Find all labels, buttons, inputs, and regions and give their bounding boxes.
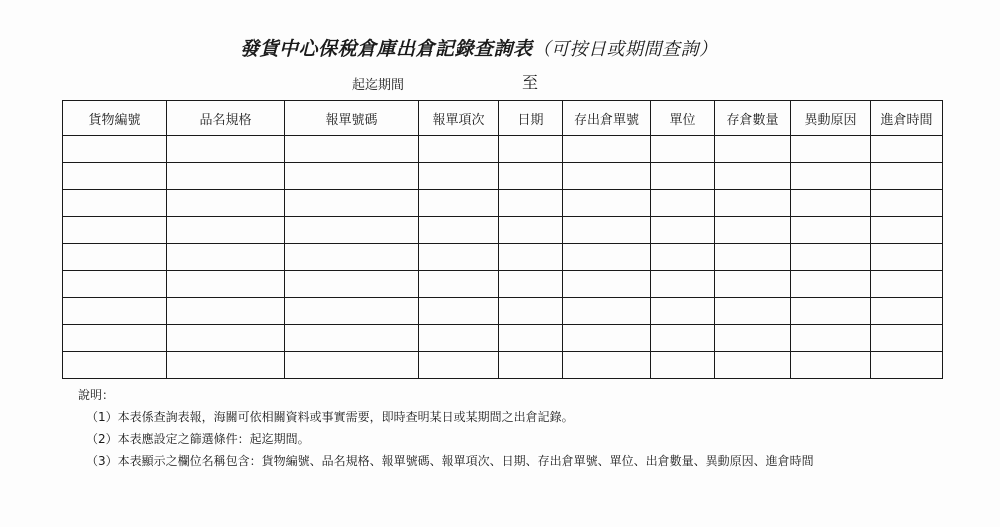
table-cell [167, 352, 285, 379]
column-header: 單位 [651, 101, 715, 136]
table-cell [63, 136, 167, 163]
table-cell [285, 244, 419, 271]
table-body [63, 136, 943, 379]
column-header: 貨物編號 [63, 101, 167, 136]
table-cell [419, 244, 499, 271]
note-item: （1）本表係查詢表報，海關可依相關資料或事實需要，即時查明某日或某期間之出倉記錄。 [86, 410, 574, 424]
period-to-label: 至 [522, 73, 539, 92]
table-cell [167, 298, 285, 325]
title-text: 發貨中心保稅倉庫出倉記錄查詢表 [240, 38, 533, 60]
table-cell [499, 244, 563, 271]
table-row [63, 298, 943, 325]
column-header: 報單項次 [419, 101, 499, 136]
column-header: 異動原因 [791, 101, 871, 136]
table-row [63, 190, 943, 217]
table-cell [63, 217, 167, 244]
table-cell [871, 298, 943, 325]
table-cell [285, 352, 419, 379]
table-cell [419, 271, 499, 298]
table-cell [499, 298, 563, 325]
table-cell [715, 217, 791, 244]
table-cell [871, 190, 943, 217]
notes-heading: 說明： [78, 388, 115, 402]
table-row [63, 271, 943, 298]
table-cell [871, 163, 943, 190]
table-cell [167, 190, 285, 217]
table-cell [651, 244, 715, 271]
note-item: （3）本表顯示之欄位名稱包含：貨物編號、品名規格、報單號碼、報單項次、日期、存出倉單號、單位、出倉數量、異動原因、進倉時間 [86, 454, 814, 468]
table-cell [791, 190, 871, 217]
records-table [62, 100, 943, 379]
table-cell [563, 352, 651, 379]
table-row [63, 136, 943, 163]
table-row [63, 163, 943, 190]
table-cell [63, 244, 167, 271]
table-cell [499, 217, 563, 244]
table-cell [715, 190, 791, 217]
table-cell [419, 136, 499, 163]
table-cell [285, 298, 419, 325]
table-cell [499, 136, 563, 163]
table-cell [63, 298, 167, 325]
table-cell [499, 271, 563, 298]
table-cell [651, 136, 715, 163]
table-cell [285, 325, 419, 352]
table-cell [871, 136, 943, 163]
table-cell [499, 325, 563, 352]
note-item: （2）本表應設定之篩選條件：起迄期間。 [86, 432, 310, 446]
table-cell [871, 271, 943, 298]
period-label: 起迄期間 [352, 78, 405, 93]
table-cell [499, 163, 563, 190]
table-cell [791, 271, 871, 298]
column-header: 報單號碼 [285, 101, 419, 136]
table-cell [651, 190, 715, 217]
table-cell [63, 163, 167, 190]
table-row [63, 325, 943, 352]
table-cell [419, 298, 499, 325]
table-cell [167, 244, 285, 271]
table-cell [715, 136, 791, 163]
table-cell [791, 298, 871, 325]
table-cell [419, 163, 499, 190]
table-row [63, 217, 943, 244]
table-cell [791, 163, 871, 190]
table-cell [419, 325, 499, 352]
table-cell [285, 190, 419, 217]
table-cell [563, 136, 651, 163]
table-cell [63, 325, 167, 352]
table-cell [63, 352, 167, 379]
table-cell [791, 217, 871, 244]
table-row [63, 352, 943, 379]
table-cell [871, 217, 943, 244]
table-cell [715, 271, 791, 298]
column-header: 日期 [499, 101, 563, 136]
table-cell [167, 163, 285, 190]
table-cell [563, 244, 651, 271]
table-cell [871, 325, 943, 352]
table-cell [419, 190, 499, 217]
table-cell [871, 352, 943, 379]
table-cell [285, 271, 419, 298]
table-cell [285, 217, 419, 244]
table-cell [419, 217, 499, 244]
table-cell [791, 136, 871, 163]
table-cell [167, 325, 285, 352]
table-cell [791, 352, 871, 379]
table-cell [563, 325, 651, 352]
table-cell [651, 325, 715, 352]
table-cell [715, 163, 791, 190]
table-header-row [63, 101, 943, 136]
table-cell [63, 271, 167, 298]
table-cell [715, 325, 791, 352]
column-header: 存倉數量 [715, 101, 791, 136]
table-cell [285, 163, 419, 190]
table-cell [651, 217, 715, 244]
column-header: 存出倉單號 [563, 101, 651, 136]
table-cell [651, 298, 715, 325]
table-cell [651, 163, 715, 190]
notes-section [70, 384, 970, 472]
column-header: 品名規格 [167, 101, 285, 136]
table-cell [715, 298, 791, 325]
table-cell [167, 271, 285, 298]
table-cell [285, 136, 419, 163]
table-cell [651, 352, 715, 379]
table-cell [563, 217, 651, 244]
table-cell [871, 244, 943, 271]
table-cell [791, 325, 871, 352]
table-cell [499, 190, 563, 217]
table-row [63, 244, 943, 271]
table-cell [715, 244, 791, 271]
document-title [240, 34, 780, 61]
table-cell [563, 163, 651, 190]
table-cell [791, 244, 871, 271]
table-cell [63, 190, 167, 217]
table-cell [499, 352, 563, 379]
table-cell [651, 271, 715, 298]
table-cell [167, 217, 285, 244]
table-cell [563, 271, 651, 298]
table-cell [563, 190, 651, 217]
table-cell [715, 352, 791, 379]
table-cell [419, 352, 499, 379]
table-cell [563, 298, 651, 325]
column-header: 進倉時間 [871, 101, 943, 136]
table-cell [167, 136, 285, 163]
title-suffix: （可按日或期間查詢） [532, 39, 718, 60]
